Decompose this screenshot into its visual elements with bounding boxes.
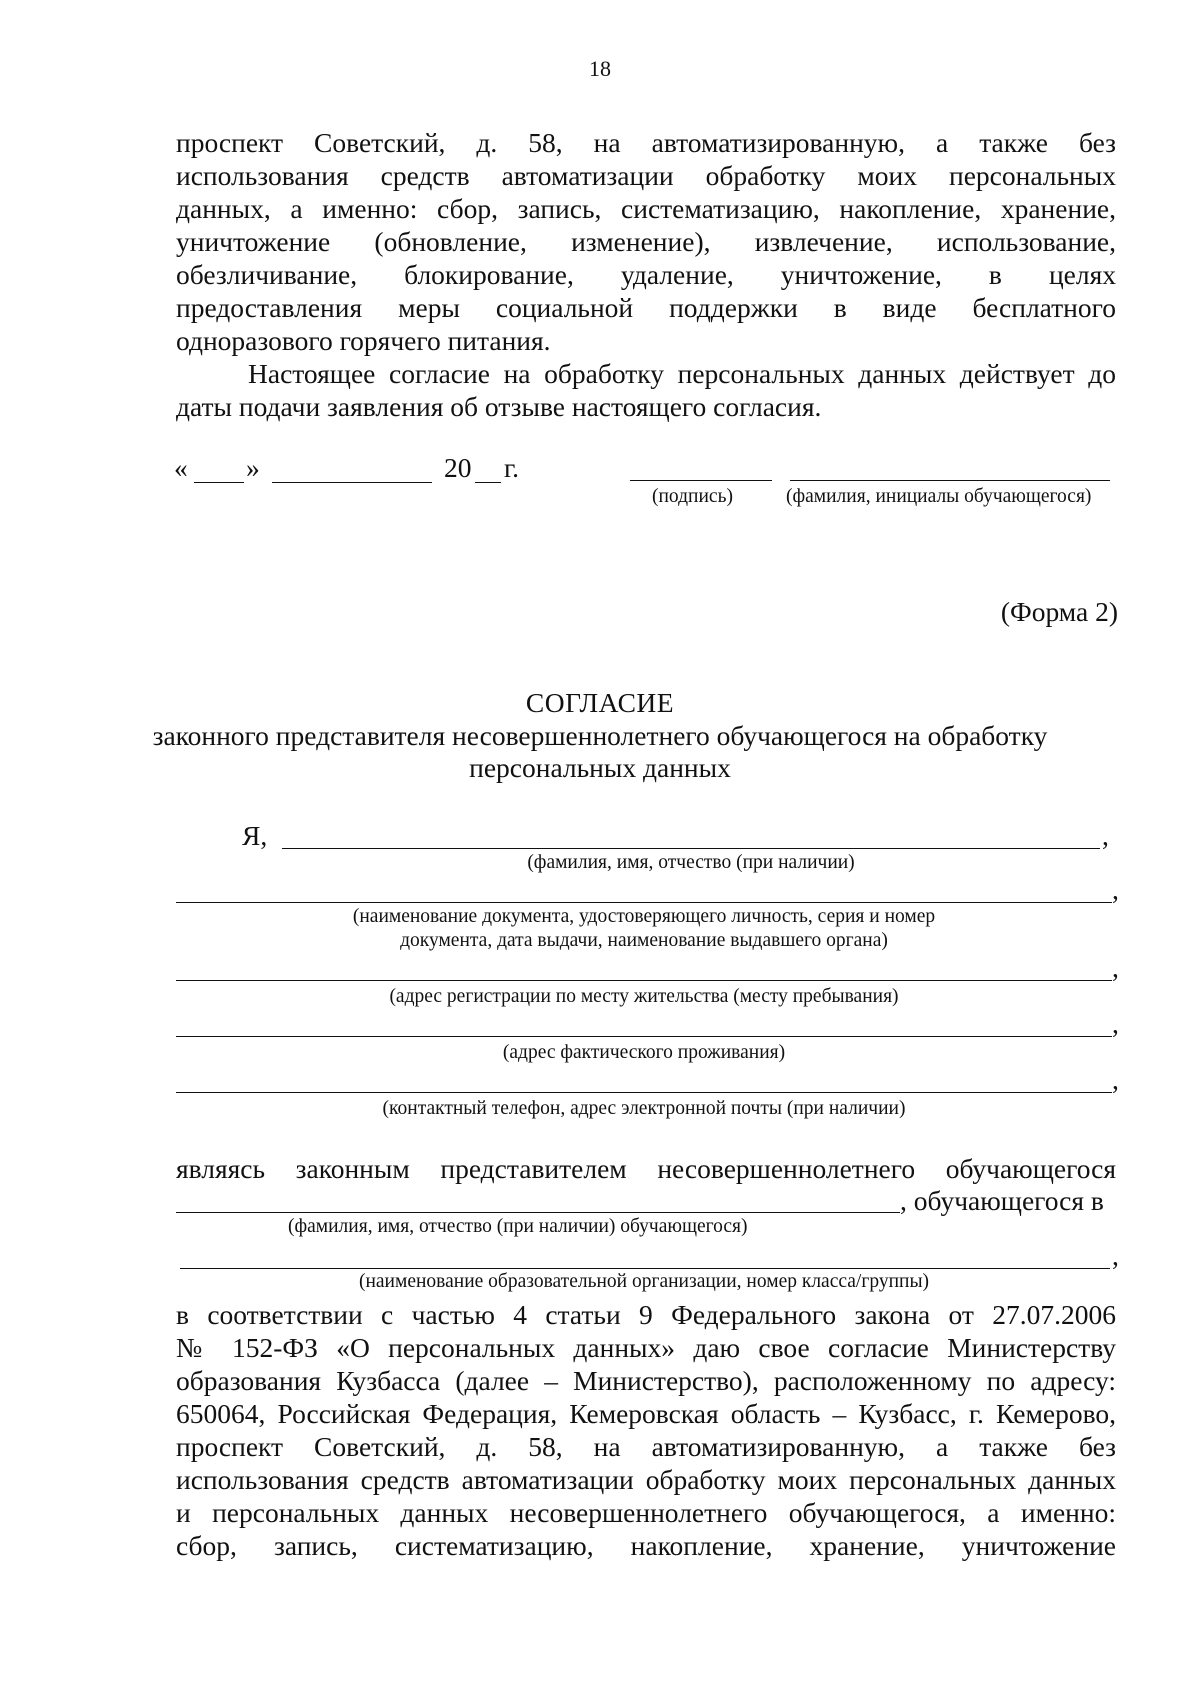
i-label: Я, [242,820,268,851]
body-line: в соответствии с частью 4 статьи 9 Федерального закона от 27.07.2006 [176,1299,1116,1330]
body-line: образования Кузбасса (далее – Министерство), расположенному по адресу: [176,1365,1116,1396]
student-suffix: , обучающегося в [900,1185,1104,1216]
consent-subtitle-line2: персональных данных [469,752,731,783]
intro-line: проспект Советский, д. 58, на автоматизированную, а также без [176,127,1116,158]
student-full-name-field[interactable] [176,1212,900,1213]
actual-address-caption: (адрес фактического проживания) [502,1042,786,1063]
consent-body-paragraph [176,1298,1116,1562]
month-blank[interactable] [272,482,432,483]
student-name-caption: (фамилия, инициалы обучающегося) [786,486,1092,507]
intro-line: обезличивание, блокирование, удаление, уничтожение, в целях [176,259,1116,290]
intro-line: использования средств автоматизации обработку моих персональных [176,160,1116,191]
validity-line: Настоящее согласие на обработку персональных данных действует до [248,358,1116,389]
intro-line: одноразового горячего питания. [176,325,551,356]
comma: , [1112,952,1119,983]
intro-line: уничтожение (обновление, изменение), извлечение, использование, [176,226,1116,257]
representative-line: являясь законным представителем несовершеннолетнего обучающегося [176,1153,1116,1184]
signature-caption: (подпись) [652,486,733,507]
full-name-caption: (фамилия, имя, отчество (при наличии) [527,852,855,873]
body-line: использования средств автоматизации обработку моих персональных данных [176,1464,1116,1495]
comma: , [1112,1008,1119,1039]
identity-document-caption-line2: документа, дата выдачи, наименование выдавшего органа) [400,930,888,951]
signature-blank[interactable] [630,480,772,481]
contact-caption: (контактный телефон, адрес электронной почты (при наличии) [382,1098,906,1119]
contact-field[interactable] [176,1092,1112,1093]
comma: , [1112,874,1119,905]
year-blank[interactable] [475,482,501,483]
registration-address-field[interactable] [176,980,1112,981]
page-number: 18 [589,56,611,81]
body-line: и персональных данных несовершеннолетнего обучающегося, а именно: [176,1497,1116,1528]
body-line: 650064, Российская Федерация, Кемеровская область – Кузбасс, г. Кемерово, [176,1398,1116,1429]
student-name-blank[interactable] [790,480,1110,481]
identity-document-caption-line1: (наименование документа, удостоверяющего личность, серия и номер [352,906,936,927]
identity-document-field[interactable] [176,902,1112,903]
intro-line: предоставления меры социальной поддержки в виде бесплатного [176,292,1116,323]
validity-line: даты подачи заявления об отзыве настоящего согласия. [176,391,822,422]
year-prefix: 20 [444,452,472,483]
year-suffix: г. [504,452,520,483]
representative-paragraph [176,1152,1116,1185]
body-line: сбор, запись, систематизацию, накопление, хранение, уничтожение [176,1530,1116,1561]
consent-subtitle-line1: законного представителя несовершеннолетнего обучающегося на обработку [152,720,1048,751]
school-field[interactable] [180,1268,1110,1269]
student-full-name-caption: (фамилия, имя, отчество (при наличии) обучающегося) [288,1216,748,1237]
consent-title: СОГЛАСИЕ [525,687,675,718]
intro-line: данных, а именно: сбор, запись, систематизацию, накопление, хранение, [176,193,1116,224]
day-blank[interactable] [194,482,244,483]
comma: , [1112,1064,1119,1095]
registration-address-caption: (адрес регистрации по месту жительства (месту пребывания) [389,986,899,1007]
body-line: проспект Советский, д. 58, на автоматизированную, а также без [176,1431,1116,1462]
form-label: (Форма 2) [1000,596,1118,627]
date-open-quote: « [174,452,188,483]
comma: , [1102,820,1109,851]
body-line: № 152-ФЗ «О персональных данных» даю свое согласие Министерству [176,1332,1116,1363]
comma: , [1112,1240,1119,1271]
date-close-quote: » [246,452,260,483]
intro-paragraph [176,126,1116,423]
full-name-field[interactable] [282,848,1100,849]
actual-address-field[interactable] [176,1036,1112,1037]
school-caption: (наименование образовательной организации, номер класса/группы) [358,1271,930,1292]
